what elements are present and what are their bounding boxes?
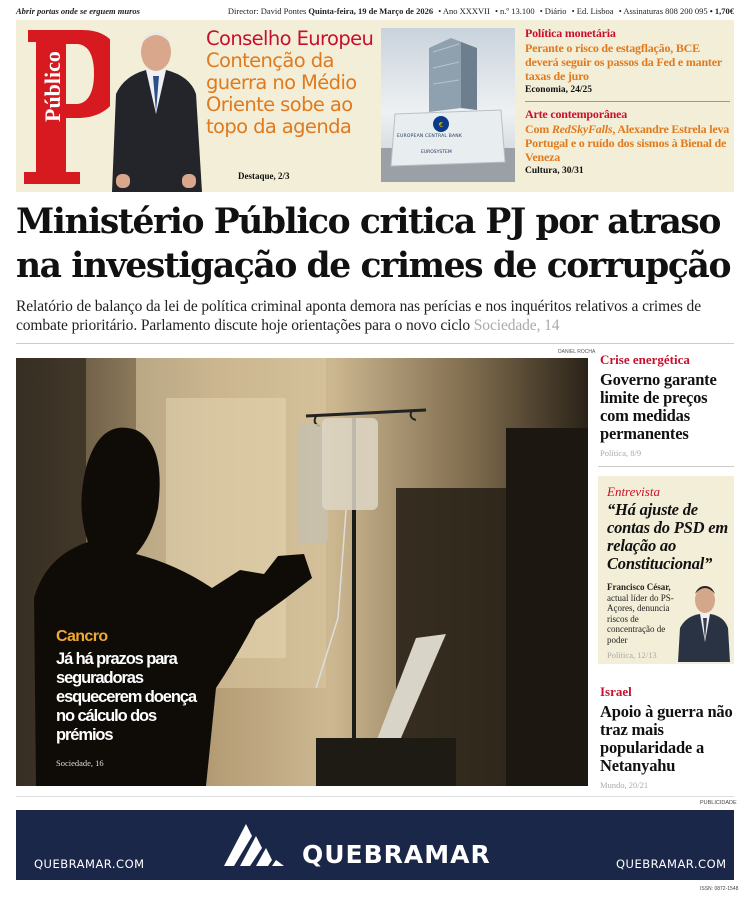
story-energy-section: Política, 8/9: [600, 448, 642, 458]
story-energy-headline: Governo garante limite de preços com medidas permanentes: [600, 370, 717, 443]
cesar-photo: [676, 580, 732, 662]
ecb-sign-2: EUROSYSTEM: [421, 150, 452, 155]
lead-section: Sociedade, 14: [473, 317, 560, 334]
conselho-teaser[interactable]: [206, 28, 378, 138]
ad-label: PUBLICIDADE: [700, 800, 737, 806]
story-israel-section: Mundo, 20/21: [600, 780, 649, 790]
story-energy-kicker: Crise energética: [600, 352, 690, 367]
story-israel-kicker: Israel: [600, 684, 632, 699]
teaser-monetary[interactable]: [525, 26, 730, 95]
costa-photo: [110, 24, 202, 192]
slogan: Abrir portas onde se erguem muros: [16, 6, 140, 16]
interview-caption-text: actual líder do PS-Açores, denuncia riscos de concentração de poder: [607, 592, 674, 645]
teaser-divider: [525, 101, 730, 102]
teaser-art-body: [525, 122, 730, 164]
ad-url-right[interactable]: QUEBRAMAR.COM: [616, 857, 727, 871]
ad-rule: [16, 796, 734, 797]
edition: • Ed. Lisboa: [571, 6, 614, 16]
quebramar-logo-icon: [222, 822, 286, 868]
interview-name: Francisco César,: [607, 582, 671, 592]
lead-rule: [16, 343, 734, 344]
logo-wordmark: Público: [40, 51, 65, 122]
issue-number: • n.º 13.100: [494, 6, 535, 16]
conselho-title: Conselho Europeu: [206, 27, 374, 50]
story-energy[interactable]: [600, 352, 734, 458]
publico-logo[interactable]: [22, 22, 122, 190]
svg-text:€: €: [438, 121, 444, 129]
cancro-kicker: Cancro: [56, 628, 108, 645]
teaser-art[interactable]: [525, 107, 730, 176]
lead-headline[interactable]: Ministério Público critica PJ por atraso na investigação de crimes de corrupção: [16, 202, 731, 286]
teaser-monetary-body: Perante o risco de estagflação, BCE deverá seguir os passos da Fed e manter taxas de juro: [525, 41, 722, 83]
interview-caption: [607, 582, 677, 645]
daily: • Diário: [539, 6, 567, 16]
teaser-art-kicker: Arte contemporânea: [525, 107, 628, 121]
date: Quinta-feira, 19 de Março de 2026: [308, 6, 434, 16]
issue-meta: [225, 6, 734, 16]
issn: ISSN: 0872-1548: [700, 886, 739, 892]
cancro-section: Sociedade, 16: [56, 758, 104, 768]
ecb-photo: [381, 28, 515, 182]
top-bar: [16, 4, 734, 18]
teaser-monetary-kicker: Política monetária: [525, 26, 616, 40]
director: Director: David Pontes: [227, 6, 307, 16]
destaque-ref: Destaque, 2/3: [238, 171, 290, 181]
story-interview-kicker: Entrevista: [607, 484, 660, 499]
story-interview[interactable]: [607, 484, 731, 573]
year: • Ano XXXVII: [438, 6, 490, 16]
ad-url-left[interactable]: QUEBRAMAR.COM: [34, 857, 145, 871]
ecb-sign-1: EUROPEAN CENTRAL BANK: [397, 134, 462, 139]
teaser-art-section: Cultura, 30/31: [525, 166, 584, 176]
masthead-teasers: [525, 26, 730, 176]
cancro-headline[interactable]: Já há prazos para seguradoras esquecerem doença no cálculo dos prémios: [56, 650, 196, 744]
lead-subhead: [16, 297, 734, 335]
quebramar-brand: QUEBRAMAR: [302, 840, 491, 869]
subscriptions: • Assinaturas 808 200 095: [618, 6, 708, 16]
story-interview-section: Política, 12/13: [607, 650, 657, 660]
story-interview-headline: “Há ajuste de contas do PSD em relação ao Constitucional”: [607, 500, 729, 573]
lead-subhead-text: Relatório de balanço da lei de política criminal aponta demora nas perícias e nos inquéritos relativos a crimes de combate prioritário. Parlamento discute hoje orientações para o novo ciclo: [16, 298, 701, 334]
story-divider-1: [598, 466, 734, 467]
teaser-monetary-section: Economia, 24/25: [525, 85, 593, 95]
photo-credit: DANIEL ROCHA: [558, 349, 596, 355]
story-israel[interactable]: [600, 684, 734, 790]
teaser-art-title: RedSkyFalls: [551, 122, 613, 136]
teaser-art-body-post: , Alexandre Estrela leva Portugal e o ruído dos sismos à Bienal de Veneza: [525, 122, 730, 164]
price: • 1,70€: [709, 6, 734, 16]
ecb-building: [381, 28, 515, 182]
teaser-art-body-pre: Com: [525, 122, 552, 136]
story-israel-headline: Apoio à guerra não traz mais popularidade a Netanyahu: [600, 702, 733, 775]
conselho-body: Contenção da guerra no Médio Oriente sobe ao topo da agenda: [206, 49, 357, 138]
